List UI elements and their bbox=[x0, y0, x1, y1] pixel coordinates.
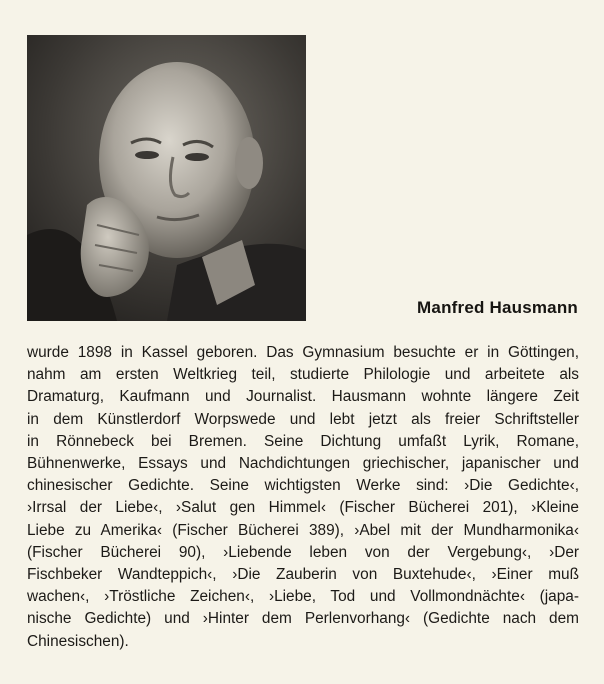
bio-line: nahm am ersten Weltkrieg teil, studierte Philologie und arbeitete als bbox=[27, 366, 579, 384]
bio-line: Chinesischen). bbox=[27, 632, 129, 650]
bio-line: in Rönnebeck bei Bremen. Seine Dichtung umfaßt Lyrik, Romane, bbox=[27, 432, 579, 450]
bio-line: Liebe zu Amerika‹ (Fischer Bücherei 389), ›Abel mit der Mundharmonika‹ bbox=[27, 521, 579, 539]
bio-line: wurde 1898 in Kassel geboren. Das Gymnasium besuchte er in Göttingen, bbox=[27, 344, 579, 361]
bio-line: Bühnenwerke, Essays und Nachdichtungen griechischer, japanischer und bbox=[27, 455, 579, 473]
bio-line: Dramaturg, Kaufmann und Journalist. Hausmann wohnte längere Zeit bbox=[27, 388, 579, 406]
bio-line: chinesischer Gedichte. Seine wichtigsten Werke sind: ›Die Gedichte‹, bbox=[27, 477, 579, 495]
bio-line: in dem Künstlerdorf Worpswede und lebt jetzt als freier Schriftsteller bbox=[27, 410, 579, 428]
author-portrait-photo bbox=[27, 35, 306, 321]
author-biography bbox=[27, 342, 579, 653]
bio-line: wachen‹, ›Tröstliche Zeichen‹, ›Liebe, Tod und Vollmondnächte‹ (japa- bbox=[27, 588, 579, 606]
bio-line: ›Irrsal der Liebe‹, ›Salut gen Himmel‹ (Fischer Bücherei 201), ›Kleine bbox=[27, 499, 579, 517]
bio-line: (Fischer Bücherei 90), ›Liebende leben von der Vergebung‹, ›Der bbox=[27, 543, 579, 561]
bio-line: Fischbeker Wandteppich‹, ›Die Zauberin von Buxtehude‹, ›Einer muß bbox=[27, 566, 579, 584]
author-name: Manfred Hausmann bbox=[417, 298, 578, 317]
bio-line: nische Gedichte) und ›Hinter dem Perlenvorhang‹ (Gedichte nach dem bbox=[27, 610, 579, 628]
